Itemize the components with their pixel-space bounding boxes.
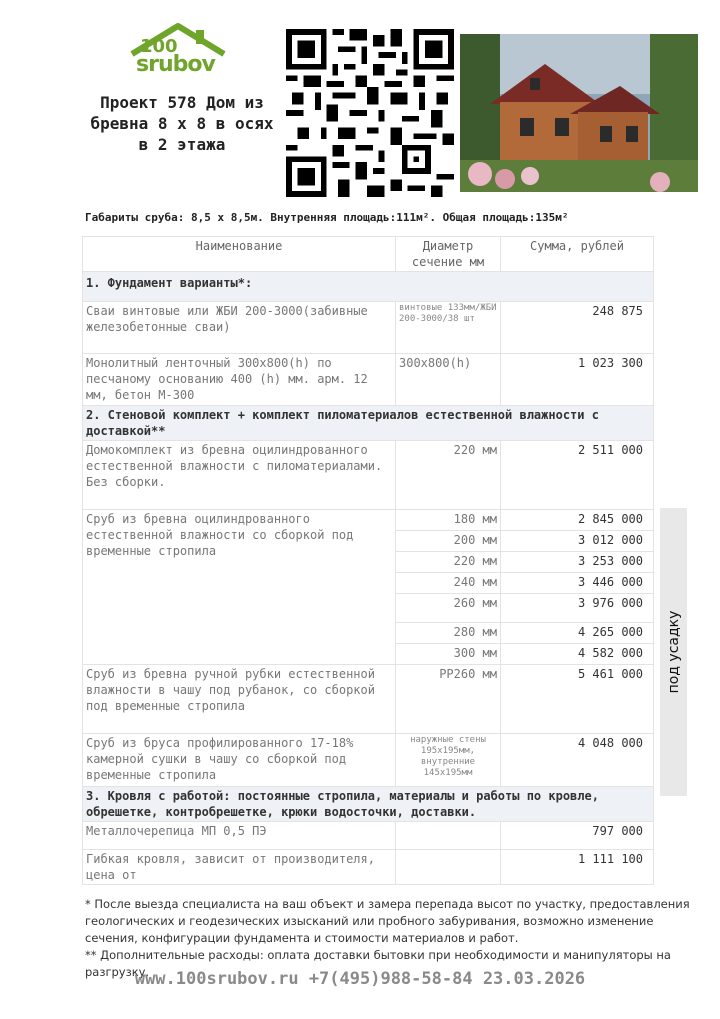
table-row: Сруб из бруса профилированного 17-18% камерной сушки в чашу со сборкой под временные стропила наружные стены 195х195мм, внутренние 145х195мм 4 048 000 (83, 734, 654, 787)
section-walls: 2. Стеновой комплект + комплект пиломатериалов естественной влажности с доставкой** (83, 406, 654, 441)
header-diameter: Диаметр сечение мм (396, 237, 501, 272)
table-row: Сруб из бревна ручной рубки естественной влажности в чашу под рубанок, со сборкой под временные стропила РР260 мм 5 461 000 (83, 665, 654, 734)
table-row: 260 мм 3 976 000 (83, 594, 654, 623)
table-header-row (83, 237, 654, 272)
section-foundation: 1. Фундамент варианты*: (83, 272, 654, 302)
table-row: Монолитный ленточный 300х800(h) по песчаному основанию 400 (h) мм. арм. 12 мм, бетон М-300 300х800(h) 1 023 300 (83, 354, 654, 406)
dimensions-text: Габариты сруба: 8,5 х 8,5м. Внутренняя площадь:111м². Общая площадь:135м² (85, 211, 569, 224)
table-row: Гибкая кровля, зависит от производителя, цена от 1 111 100 (83, 850, 654, 885)
side-label-text: под усадку (665, 610, 682, 694)
shrinkage-side-label (660, 508, 687, 796)
table-row: 200 мм 3 012 000 (83, 531, 654, 552)
table-row: Домокомплект из бревна оцилиндрованного естественной влажности с пиломатериалами. Без сборки. 220 мм 2 511 000 (83, 441, 654, 510)
footnote-extra-costs: ** Дополнительные расходы: оплата доставки бытовки при необходимости и манипуляторы на разгрузку. (85, 948, 671, 979)
section-roof: 3. Кровля с работой: постоянные стропила, материалы и работы по кровле, обрешетке, контробрешетке, крюки водосточки, доставки. (83, 787, 654, 822)
logo-text: srubov (136, 52, 215, 77)
table-row: Сваи винтовые или ЖБИ 200-3000(забивные железобетонные сваи) винтовые 133мм/ЖБИ 200-3000/38 шт 248 875 (83, 302, 654, 354)
table-row: 220 мм 3 253 000 (83, 552, 654, 573)
table-row: 280 мм 4 265 000 (83, 623, 654, 644)
project-title: Проект 578 Дом из бревна 8 х 8 в осях в 2 этажа (90, 93, 274, 154)
header-name: Наименование (83, 237, 396, 272)
house-photo (460, 34, 698, 192)
header-sum: Сумма, рублей (501, 237, 654, 272)
table-row: 300 мм 4 582 000 (83, 644, 654, 665)
qr-code-icon (286, 29, 454, 197)
price-table (82, 236, 654, 885)
logo-number: 100 (140, 36, 178, 57)
table-row: Металлочерепица МП 0,5 ПЭ 797 000 (83, 822, 654, 850)
footnote-foundation: * После выезда специалиста на ваш объект и замера перепада высот по участку, предоставления геологических и геодезических изысканий или пробного забуривания, возможно изменение сечения, конфигурации фундамента и стоимости материалов и работ. (85, 897, 690, 945)
table-row: Сруб из бревна оцилиндрованного естественной влажности со сборкой под временные стропила 180 мм 2 845 000 (83, 510, 654, 531)
footer-contacts: www.100srubov.ru +7(495)988-58-84 23.03.2026 (134, 969, 586, 989)
table-row: 240 мм 3 446 000 (83, 573, 654, 594)
